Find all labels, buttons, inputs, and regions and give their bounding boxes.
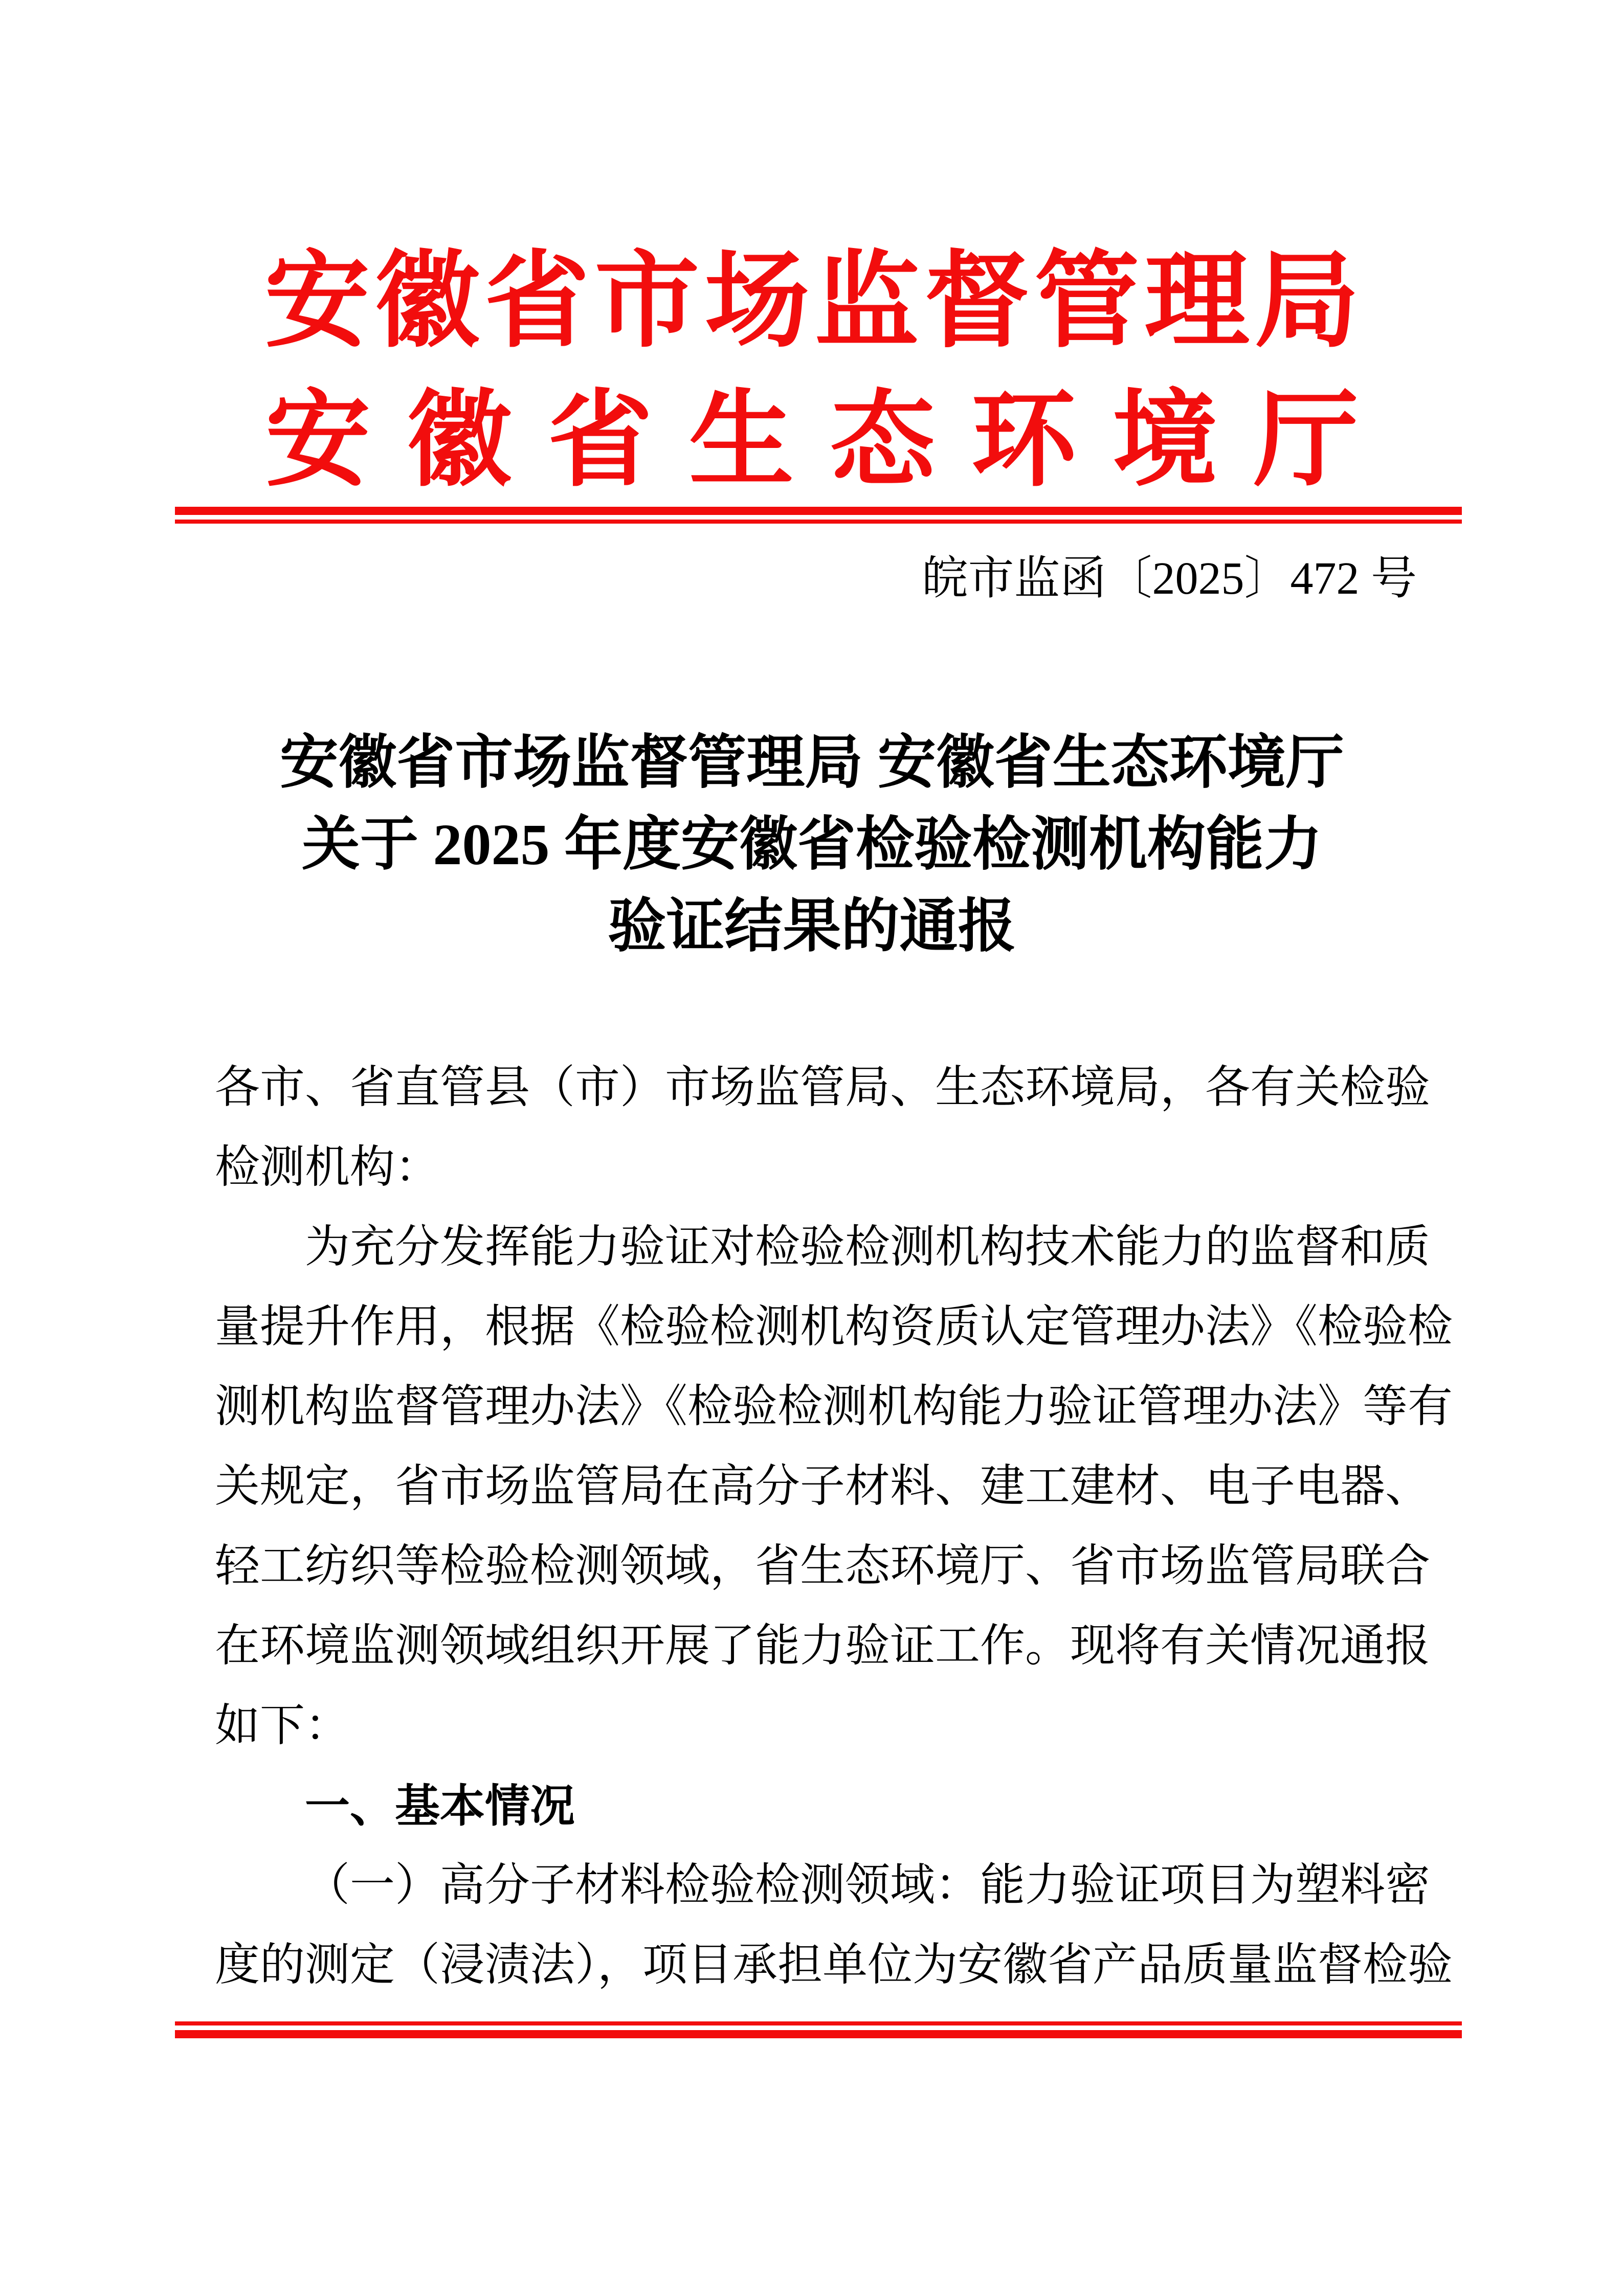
letterhead-org-line-1: 安徽省市场监督管理局 — [264, 244, 1365, 360]
header-rule-thin-line — [175, 520, 1462, 524]
body-line: 如下： — [215, 1701, 350, 1751]
header-rule-thick-line — [175, 507, 1462, 515]
letterhead — [0, 233, 1624, 511]
body — [215, 1048, 1453, 2006]
header-rule — [175, 507, 1462, 524]
body-line: 度的测定（浸渍法），项目承担单位为安徽省产品质量监督检验 — [215, 1941, 1453, 1990]
section-heading: 一、基本情况 — [305, 1781, 575, 1831]
document-title-line-2: 关于 2025 年度安徽省检验检测机构能力 — [301, 812, 1322, 877]
footer-rule-thin-line — [175, 2021, 1462, 2025]
header-rule-gap — [175, 515, 1462, 520]
letterhead-org-line-2: 安徽省生态环境厅 — [265, 383, 1395, 499]
body-line: 轻工纺织等检验检测领域，省生态环境厅、省市场监管局联合 — [215, 1542, 1431, 1591]
footer-rule — [175, 2021, 1462, 2038]
footer-rule-thick-line — [175, 2030, 1462, 2038]
footer-rule-gap — [175, 2025, 1462, 2030]
document-title-line-3: 验证结果的通报 — [608, 894, 1016, 959]
body-line: 量提升作用，根据《检验检测机构资质认定管理办法》《检验检 — [215, 1302, 1453, 1352]
document-number: 皖市监函〔2025〕472 号 — [922, 553, 1417, 604]
document-title — [0, 722, 1624, 967]
document-title-line-1: 安徽省市场监督管理局 安徽省生态环境厅 — [280, 730, 1344, 795]
body-line: 各市、省直管县（市）市场监管局、生态环境局，各有关检验 — [215, 1063, 1431, 1113]
body-line: 测机构监督管理办法》《检验检测机构能力验证管理办法》等有 — [215, 1382, 1453, 1432]
body-line: 为充分发挥能力验证对检验检测机构技术能力的监督和质 — [305, 1223, 1431, 1272]
body-line: 检测机构： — [215, 1143, 440, 1192]
body-line: （一）高分子材料检验检测领域：能力验证项目为塑料密 — [305, 1861, 1431, 1910]
body-line: 在环境监测领域组织开展了能力验证工作。现将有关情况通报 — [215, 1622, 1431, 1671]
body-line: 关规定，省市场监管局在高分子材料、建工建材、电子电器、 — [215, 1462, 1431, 1512]
